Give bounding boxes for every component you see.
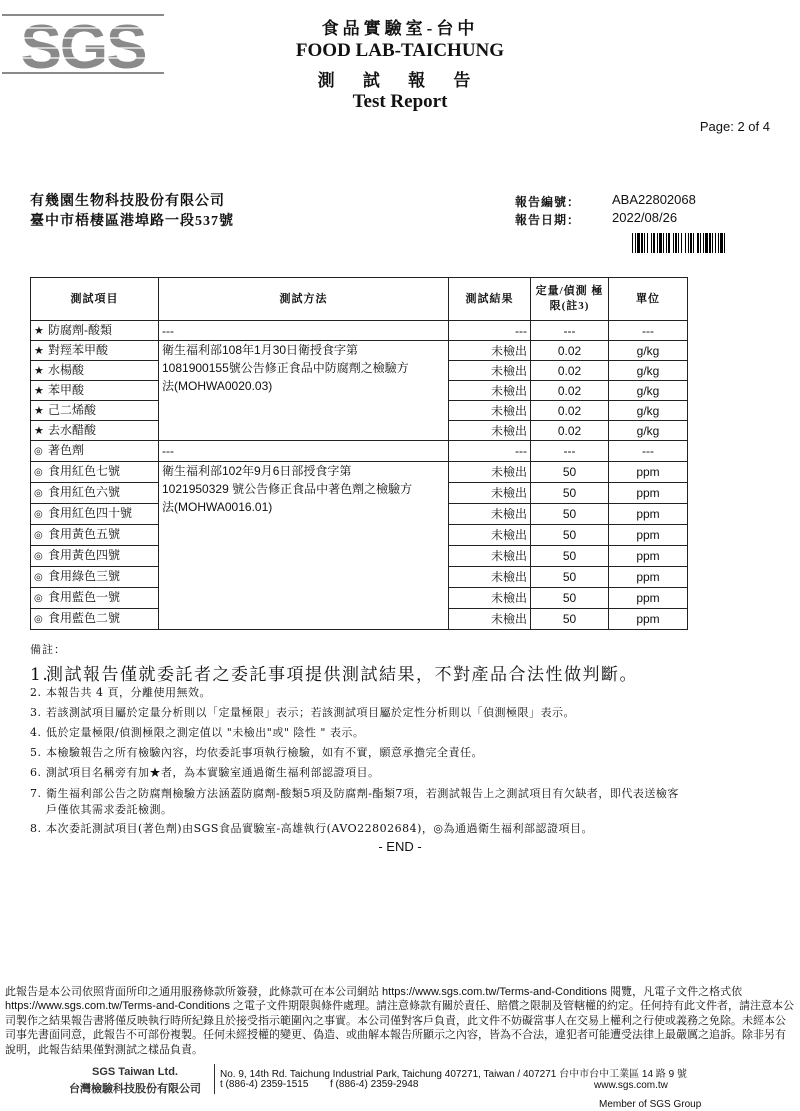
cell-result: 未檢出 bbox=[449, 525, 531, 546]
item-name: 食用藍色二號 bbox=[48, 611, 121, 625]
cell-unit: --- bbox=[609, 321, 688, 341]
star-icon: ★ bbox=[34, 425, 44, 437]
report-barcode bbox=[632, 233, 764, 253]
cell-limit: 0.02 bbox=[531, 361, 609, 381]
cell-unit: g/kg bbox=[609, 401, 688, 421]
client-name: 有幾園生物科技股份有限公司 bbox=[30, 194, 225, 209]
report-number-label: 報告編號： bbox=[515, 195, 581, 209]
cell-result: 未檢出 bbox=[449, 361, 531, 381]
header-limit: 定量/偵測 極限(註3) bbox=[531, 278, 609, 321]
item-name: 食用紅色七號 bbox=[48, 464, 121, 478]
cell-limit: 0.02 bbox=[531, 341, 609, 361]
note-1 bbox=[30, 660, 638, 685]
cell-item bbox=[31, 588, 159, 609]
star-icon: ★ bbox=[34, 405, 44, 417]
cell-unit: g/kg bbox=[609, 421, 688, 441]
item-name: 己二烯酸 bbox=[48, 403, 97, 417]
cell-unit: ppm bbox=[609, 588, 688, 609]
cell-unit: g/kg bbox=[609, 341, 688, 361]
sgs-logo-text: SGS bbox=[20, 13, 146, 80]
cell-item bbox=[31, 483, 159, 504]
member-of-group: Member of SGS Group bbox=[599, 1099, 702, 1110]
note-3 bbox=[30, 704, 575, 720]
company-phone: t (886-4) 2359-1515 bbox=[220, 1079, 309, 1090]
item-name: 著色劑 bbox=[48, 443, 85, 457]
cell-limit: 0.02 bbox=[531, 401, 609, 421]
cell-limit: 50 bbox=[531, 546, 609, 567]
cell-limit: --- bbox=[531, 321, 609, 341]
note-5-text: 本檢驗報告之所有檢驗內容，均依委託事項執行檢驗，如有不實，願意承擔完全責任。 bbox=[46, 746, 483, 759]
table-row bbox=[31, 341, 688, 361]
lab-name-zh: 食品實驗室-台中 bbox=[321, 19, 479, 38]
double-circle-icon: ◎ bbox=[34, 530, 43, 541]
cell-item bbox=[31, 504, 159, 525]
item-name: 苯甲酸 bbox=[48, 383, 85, 397]
cell-unit: ppm bbox=[609, 483, 688, 504]
test-results-table bbox=[30, 277, 688, 630]
method-line: 1081900155號公告修正食品中防腐劑之檢驗方 bbox=[162, 361, 409, 375]
cell-limit: 50 bbox=[531, 567, 609, 588]
cell-item bbox=[31, 441, 159, 462]
item-name: 水楊酸 bbox=[48, 363, 85, 377]
note-5 bbox=[30, 744, 483, 760]
table-row bbox=[31, 441, 688, 462]
cell-method: --- bbox=[159, 441, 449, 462]
cell-unit: ppm bbox=[609, 525, 688, 546]
note-7-num: 7. bbox=[30, 787, 42, 800]
client-address: 臺中市梧棲區港埠路一段537號 bbox=[30, 214, 234, 229]
header-item: 測試項目 bbox=[31, 278, 159, 321]
cell-item bbox=[31, 381, 159, 401]
cell-unit: g/kg bbox=[609, 361, 688, 381]
company-fax: f (886-4) 2359-2948 bbox=[330, 1079, 419, 1090]
note-6 bbox=[30, 764, 380, 780]
cell-unit: ppm bbox=[609, 462, 688, 483]
note-6-num: 6. bbox=[30, 766, 42, 779]
note-8-text: 本次委託測試項目(著色劑)由SGS食品實驗室-高雄執行(AVO22802684)，◎為通過衛生福利部認證項目。 bbox=[46, 822, 593, 835]
double-circle-icon: ◎ bbox=[34, 572, 43, 583]
cell-unit: ppm bbox=[609, 567, 688, 588]
cell-limit: 0.02 bbox=[531, 381, 609, 401]
double-circle-icon: ◎ bbox=[34, 593, 43, 604]
cell-method bbox=[159, 341, 449, 441]
note-2 bbox=[30, 684, 211, 700]
double-circle-icon: ◎ bbox=[34, 446, 43, 457]
note-7-continued: 戶僅依其需求委託檢測。 bbox=[46, 803, 173, 816]
cell-limit: 50 bbox=[531, 483, 609, 504]
note-4 bbox=[30, 724, 364, 740]
item-name: 去水醋酸 bbox=[48, 423, 97, 437]
star-icon: ★ bbox=[34, 385, 44, 397]
header-result: 測試結果 bbox=[449, 278, 531, 321]
table-header-row bbox=[31, 278, 688, 321]
company-address: No. 9, 14th Rd. Taichung Industrial Park, Taichung 407271, Taiwan / 407271 台中市台中工業區 14 路 9 號 bbox=[220, 1069, 687, 1080]
star-icon: ★ bbox=[34, 345, 44, 357]
method-line: 衛生福利部102年9月6日部授食字第 bbox=[162, 464, 352, 478]
table-row bbox=[31, 462, 688, 483]
report-date-label: 報告日期： bbox=[515, 213, 581, 227]
item-name: 食用紅色六號 bbox=[48, 485, 121, 499]
double-circle-icon: ◎ bbox=[34, 614, 43, 625]
note-7-text: 衛生福利部公告之防腐劑檢驗方法涵蓋防腐劑-酸類5項及防腐劑-酯類7項，若測試報告上之測試項目有欠缺者，即代表送檢客 bbox=[46, 787, 679, 800]
cell-unit: --- bbox=[609, 441, 688, 462]
cell-limit: 50 bbox=[531, 525, 609, 546]
note-8 bbox=[30, 820, 593, 836]
notes-title: 備註： bbox=[30, 644, 66, 656]
method-line: 衛生福利部108年1月30日衛授食字第 bbox=[162, 343, 359, 357]
double-circle-icon: ◎ bbox=[34, 551, 43, 562]
cell-result: 未檢出 bbox=[449, 462, 531, 483]
cell-item bbox=[31, 401, 159, 421]
header-method: 測試方法 bbox=[159, 278, 449, 321]
method-line: 法(MOHWA0020.03) bbox=[162, 379, 273, 393]
method-line: 1021950329 號公告修正食品中著色劑之檢驗方 bbox=[162, 482, 413, 496]
note-6-text: 測試項目名稱旁有加★者，為本實驗室通過衛生福利部認證項目。 bbox=[46, 766, 380, 779]
double-circle-icon: ◎ bbox=[34, 488, 43, 499]
item-name: 食用藍色一號 bbox=[48, 590, 121, 604]
note-1-text: 測試報告僅就委託者之委託事項提供測試結果，不對產品合法性做判斷。 bbox=[46, 665, 638, 685]
item-name: 食用綠色三號 bbox=[48, 569, 121, 583]
cell-result: 未檢出 bbox=[449, 401, 531, 421]
cell-result: 未檢出 bbox=[449, 483, 531, 504]
cell-item bbox=[31, 546, 159, 567]
cell-result: 未檢出 bbox=[449, 588, 531, 609]
item-name: 食用紅色四十號 bbox=[48, 506, 133, 520]
cell-result: 未檢出 bbox=[449, 421, 531, 441]
note-2-text: 本報告共 4 頁，分離使用無效。 bbox=[46, 686, 211, 699]
cell-result: 未檢出 bbox=[449, 341, 531, 361]
cell-unit: ppm bbox=[609, 609, 688, 630]
cell-result: 未檢出 bbox=[449, 504, 531, 525]
cell-result: 未檢出 bbox=[449, 609, 531, 630]
cell-result: 未檢出 bbox=[449, 567, 531, 588]
note-2-num: 2. bbox=[30, 686, 42, 699]
double-circle-icon: ◎ bbox=[34, 509, 43, 520]
cell-limit: 0.02 bbox=[531, 421, 609, 441]
cell-method: --- bbox=[159, 321, 449, 341]
note-4-text: 低於定量極限/偵測極限之測定值以 "未檢出"或" 陰性 " 表示。 bbox=[46, 726, 365, 739]
cell-result: 未檢出 bbox=[449, 546, 531, 567]
note-8-num: 8. bbox=[30, 822, 42, 835]
company-name-en: SGS Taiwan Ltd. bbox=[92, 1066, 178, 1078]
report-title-en: Test Report bbox=[352, 91, 448, 112]
cell-method bbox=[159, 462, 449, 630]
cell-result: 未檢出 bbox=[449, 381, 531, 401]
cell-unit: g/kg bbox=[609, 381, 688, 401]
lab-name-en: FOOD LAB-TAICHUNG bbox=[295, 40, 505, 61]
cell-result: --- bbox=[449, 321, 531, 341]
cell-limit: 50 bbox=[531, 588, 609, 609]
cell-unit: ppm bbox=[609, 504, 688, 525]
cell-item bbox=[31, 462, 159, 483]
report-number: ABA22802068 bbox=[612, 192, 696, 207]
cell-item bbox=[31, 421, 159, 441]
report-title-zh: 測 試 報 告 bbox=[317, 71, 483, 90]
star-icon: ★ bbox=[34, 325, 44, 337]
cell-limit: --- bbox=[531, 441, 609, 462]
item-name: 防腐劑-酸類 bbox=[48, 323, 112, 337]
footer-divider bbox=[214, 1064, 215, 1094]
note-3-num: 3. bbox=[30, 706, 42, 719]
cell-item bbox=[31, 609, 159, 630]
cell-item bbox=[31, 341, 159, 361]
item-name: 對羥苯甲酸 bbox=[48, 343, 109, 357]
cell-item bbox=[31, 525, 159, 546]
note-3-text: 若該測試項目屬於定量分析則以「定量極限」表示；若該測試項目屬於定性分析則以「偵測極限」表示。 bbox=[46, 706, 575, 719]
cell-item bbox=[31, 361, 159, 381]
page-number: Page: 2 of 4 bbox=[699, 119, 770, 134]
cell-limit: 50 bbox=[531, 504, 609, 525]
cell-limit: 50 bbox=[531, 609, 609, 630]
note-4-num: 4. bbox=[30, 726, 42, 739]
method-line: 法(MOHWA0016.01) bbox=[162, 500, 273, 514]
cell-unit: ppm bbox=[609, 546, 688, 567]
star-icon: ★ bbox=[34, 365, 44, 377]
note-5-num: 5. bbox=[30, 746, 42, 759]
cell-limit: 50 bbox=[531, 462, 609, 483]
cell-item bbox=[31, 321, 159, 341]
note-7 bbox=[30, 785, 679, 801]
end-mark: - END - bbox=[378, 839, 422, 854]
cell-item bbox=[31, 567, 159, 588]
item-name: 食用黃色四號 bbox=[48, 548, 121, 562]
company-name-zh: 台灣檢驗科技股份有限公司 bbox=[69, 1083, 201, 1095]
table-row bbox=[31, 321, 688, 341]
cell-result: --- bbox=[449, 441, 531, 462]
double-circle-icon: ◎ bbox=[34, 467, 43, 478]
item-name: 食用黃色五號 bbox=[48, 527, 121, 541]
table-body bbox=[31, 321, 688, 630]
report-date: 2022/08/26 bbox=[612, 210, 678, 225]
header-unit: 單位 bbox=[609, 278, 688, 321]
legal-disclaimer: 此報告是本公司依照背面所印之通用服務條款所簽發，此條款可在本公司網站 https://www.sgs.com.tw/Terms-and-Conditions 閱覽，凡電子文件之格式依https://www.sgs.com.tw/Terms-and-Conditions 之電子文件期限與條件處理。請注意條款有關於責任、賠償之限制及管轄權的約定。任何持有此文件者，請注意本公司製作之結果報告書將僅反映執行時所紀錄且於接受指示範圍內之事實。本公司僅對客戶負責，此文件不妨礙當事人在交易上權利之行使或義務之免除。未經本公司事先書面同意，此報告不可部份複製。任何未經授權的變更、偽造、或曲解本報告所顯示之內容，皆為不合法，違犯者可能遭受法律上最嚴厲之追訴。除非另有說明，此報告結果僅對測試之樣品負責。 bbox=[5, 986, 795, 1056]
note-1-num: 1. bbox=[30, 665, 50, 685]
company-website: www.sgs.com.tw bbox=[594, 1080, 668, 1091]
